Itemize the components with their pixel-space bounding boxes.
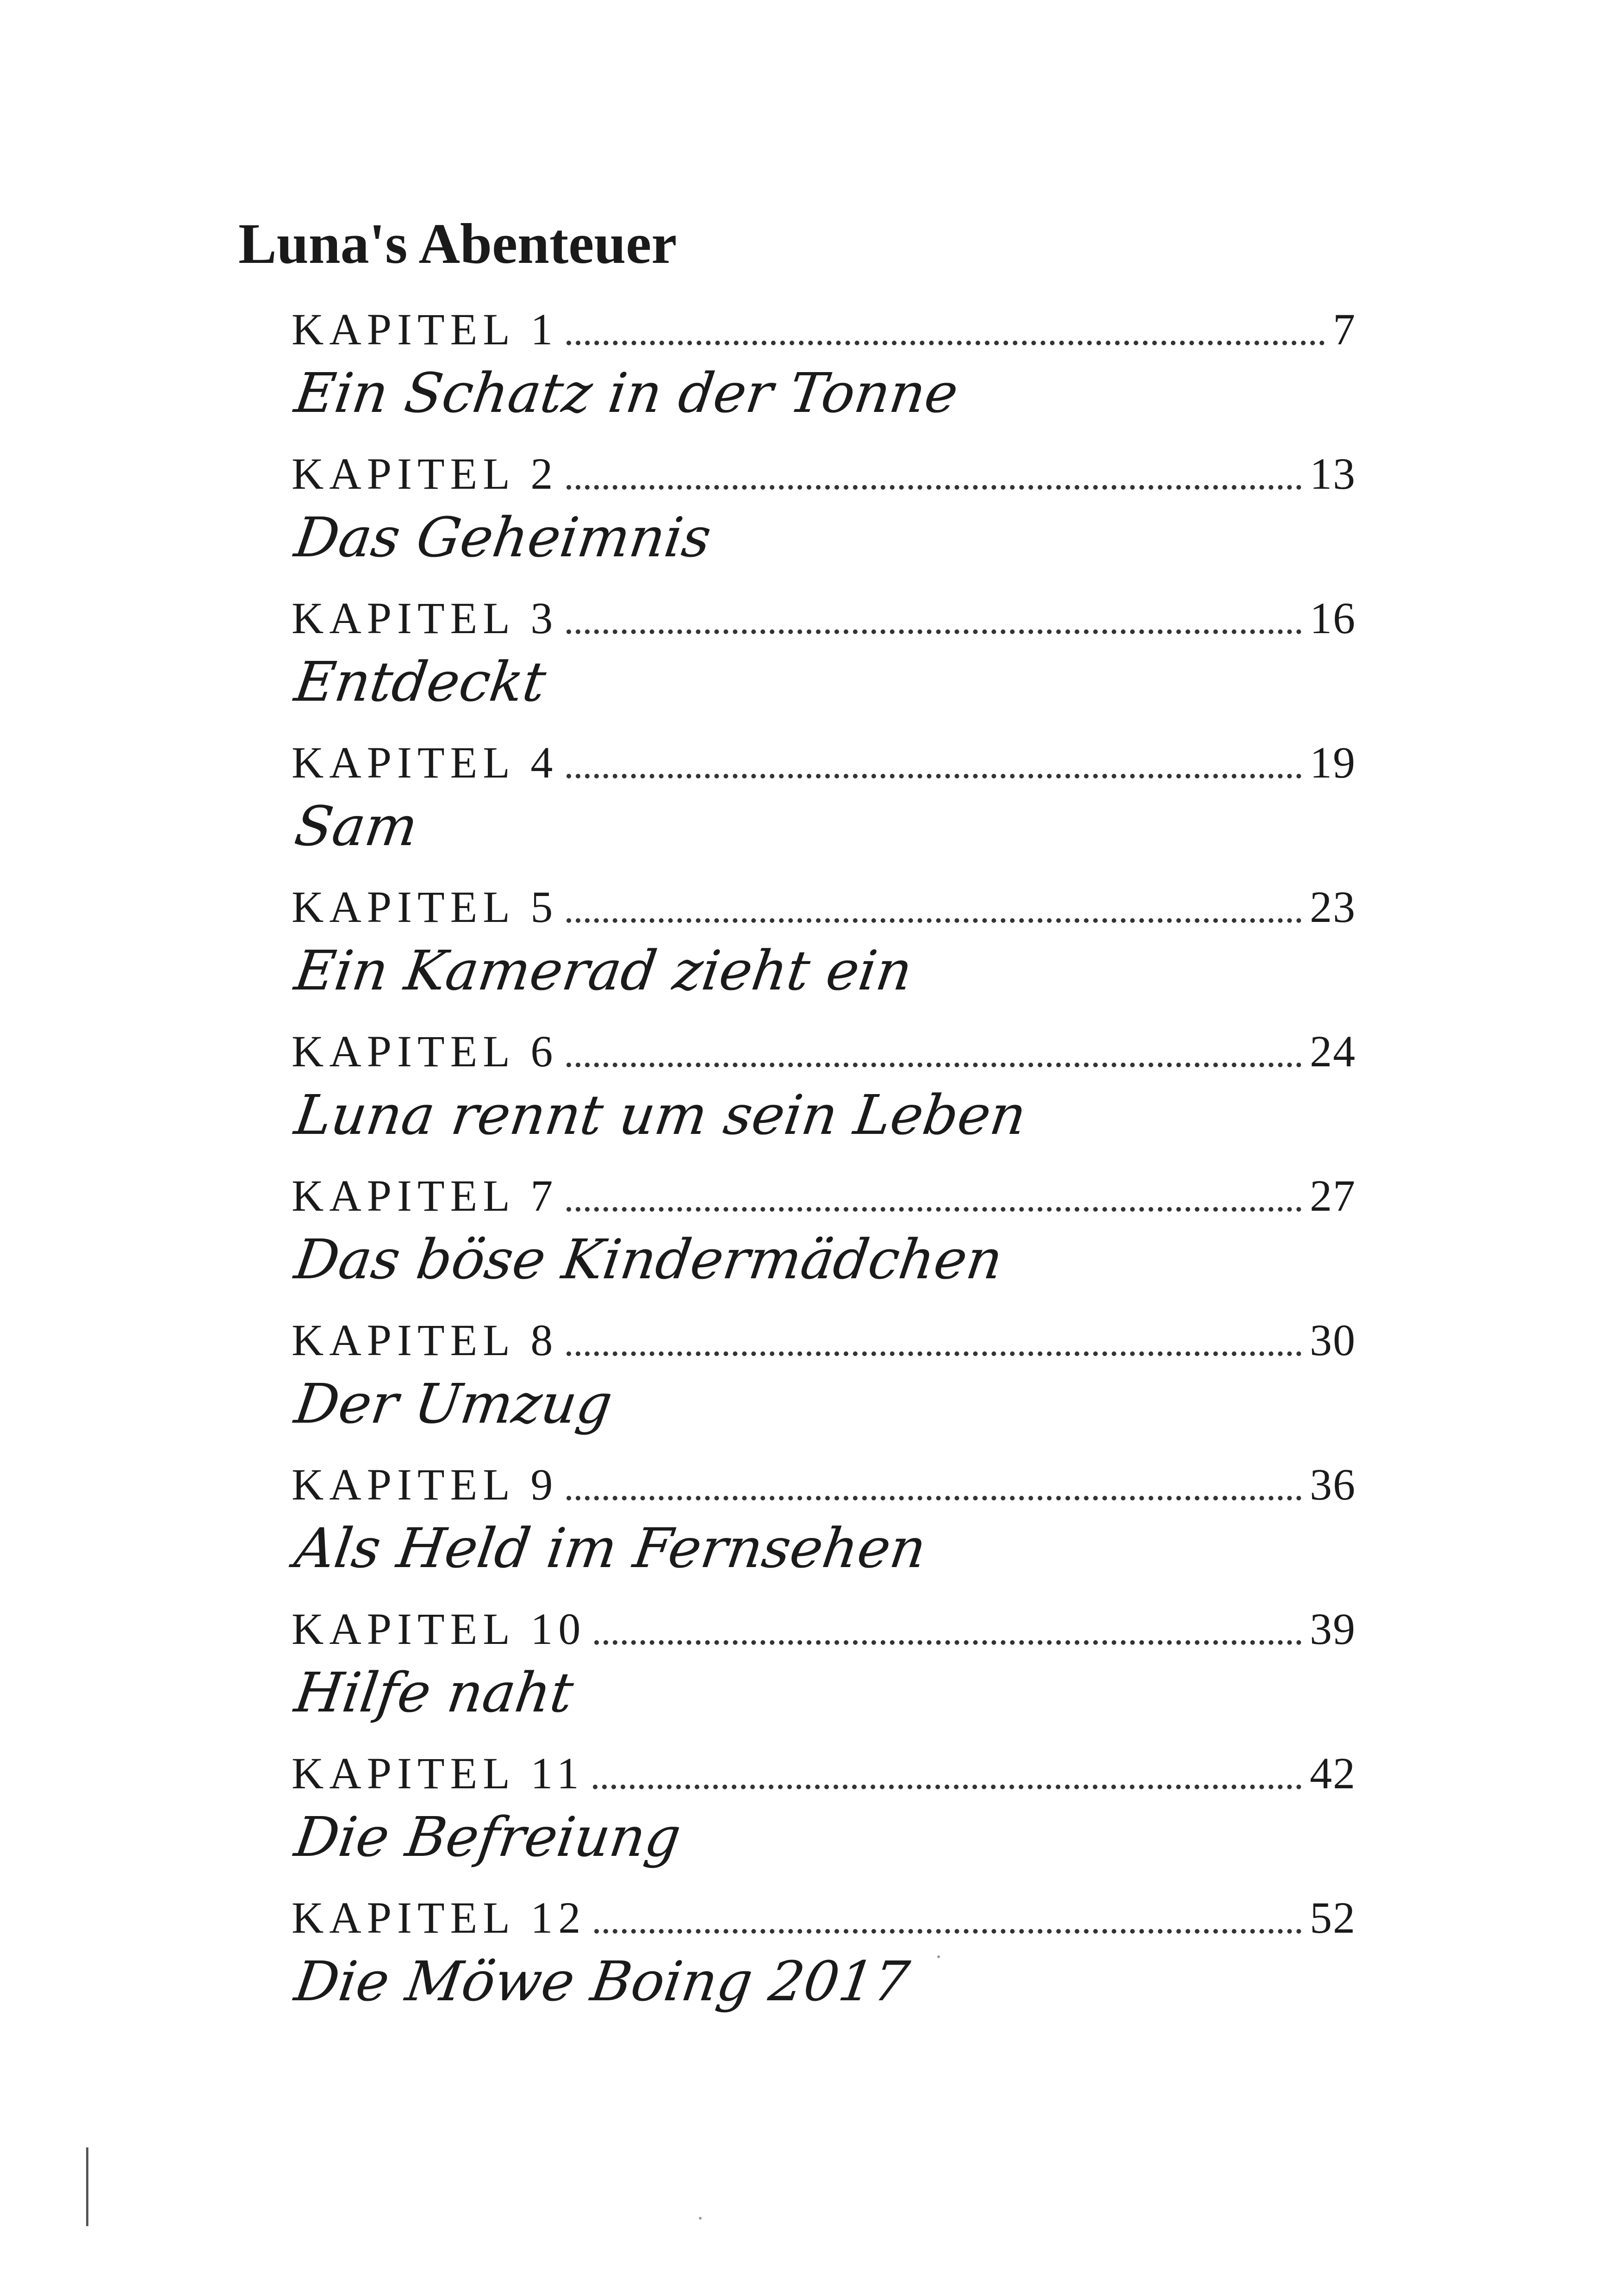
dot-leader: [594, 1640, 1301, 1645]
dot-leader: [566, 1063, 1301, 1067]
chapter-label: KAPITEL 11: [292, 1748, 585, 1798]
chapter-heading-row: [292, 1745, 1356, 1796]
chapter-heading-row: [292, 1167, 1356, 1218]
chapter-title: Das Geheimnis: [291, 505, 715, 569]
chapter-label: KAPITEL 7: [292, 1171, 559, 1220]
dot-leader: [566, 1351, 1301, 1356]
chapter-label: KAPITEL 1: [292, 305, 559, 354]
page-number: 39: [1310, 1604, 1356, 1654]
table-of-contents: [292, 301, 1356, 2034]
toc-entry-1: [292, 301, 1356, 445]
toc-entry-7: [292, 1167, 1356, 1312]
chapter-label: KAPITEL 12: [292, 1893, 586, 1942]
chapter-heading-row: [292, 445, 1356, 496]
chapter-title: Sam: [291, 794, 422, 858]
chapter-title: Die Möwe Boing 2017: [291, 1949, 913, 2013]
dot-leader: [566, 1207, 1301, 1212]
chapter-title: Der Umzug: [291, 1372, 616, 1436]
chapter-heading-row: [292, 878, 1356, 932]
toc-entry-8: [292, 1312, 1356, 1456]
chapter-heading-row: [292, 1889, 1356, 1940]
chapter-heading-row: [292, 1600, 1356, 1654]
page-number: 42: [1310, 1748, 1356, 1798]
dot-leader: [566, 774, 1301, 778]
dot-leader: [566, 1496, 1301, 1500]
chapter-title: Ein Kamerad zieht ein: [291, 939, 916, 1002]
chapter-label: KAPITEL 5: [292, 882, 559, 932]
chapter-label: KAPITEL 4: [292, 738, 559, 787]
toc-entry-11: [292, 1745, 1356, 1889]
scan-margin-mark: [86, 2147, 88, 2226]
chapter-heading-row: [292, 734, 1356, 785]
page-number: 7: [1333, 305, 1356, 354]
page-number: 30: [1310, 1315, 1356, 1365]
dot-leader: [566, 341, 1325, 345]
chapter-label: KAPITEL 9: [292, 1460, 559, 1509]
chapter-title: Als Held im Fernsehen: [291, 1516, 930, 1580]
chapter-title: Ein Schatz in der Tonne: [291, 361, 962, 425]
chapter-title: Das böse Kindermädchen: [291, 1227, 1007, 1291]
dot-leader: [594, 1929, 1301, 1934]
toc-entry-10: [292, 1600, 1356, 1745]
page-number: 13: [1310, 449, 1356, 498]
chapter-label: KAPITEL 2: [292, 449, 559, 498]
chapter-title: Entdeckt: [291, 650, 550, 714]
toc-entry-3: [292, 590, 1356, 734]
chapter-heading-row: [292, 590, 1356, 641]
toc-entry-2: [292, 445, 1356, 590]
dot-leader: [593, 1785, 1301, 1789]
toc-entry-6: [292, 1023, 1356, 1167]
toc-entry-9: [292, 1456, 1356, 1600]
chapter-heading-row: [292, 1023, 1356, 1074]
chapter-label: KAPITEL 3: [292, 593, 559, 643]
page-number: 19: [1310, 738, 1356, 787]
dot-leader: [566, 629, 1301, 634]
chapter-title: Luna rennt um sein Leben: [291, 1083, 1030, 1147]
page-number: 16: [1310, 593, 1356, 643]
chapter-label: KAPITEL 8: [292, 1315, 559, 1365]
scan-speck: [699, 2217, 702, 2220]
page-number: 52: [1310, 1893, 1356, 1942]
chapter-heading-row: [292, 1456, 1356, 1507]
chapter-title: Hilfe naht: [291, 1661, 578, 1724]
dot-leader: [566, 485, 1301, 490]
toc-entry-4: [292, 734, 1356, 878]
dot-leader: [566, 918, 1301, 923]
chapter-heading-row: [292, 301, 1356, 352]
page-number: 27: [1310, 1171, 1356, 1220]
toc-entry-5: [292, 878, 1356, 1023]
toc-entry-12: [292, 1889, 1356, 2034]
chapter-heading-row: [292, 1312, 1356, 1363]
page-number: 36: [1310, 1460, 1356, 1509]
book-title: Luna's Abenteuer: [238, 212, 677, 275]
page-number: 23: [1310, 882, 1356, 932]
chapter-title: Die Befreiung: [291, 1805, 685, 1869]
chapter-label: KAPITEL 6: [292, 1027, 559, 1076]
chapter-label: KAPITEL 10: [292, 1604, 586, 1654]
scan-speck: [937, 1955, 940, 1958]
page-number: 24: [1310, 1027, 1356, 1076]
